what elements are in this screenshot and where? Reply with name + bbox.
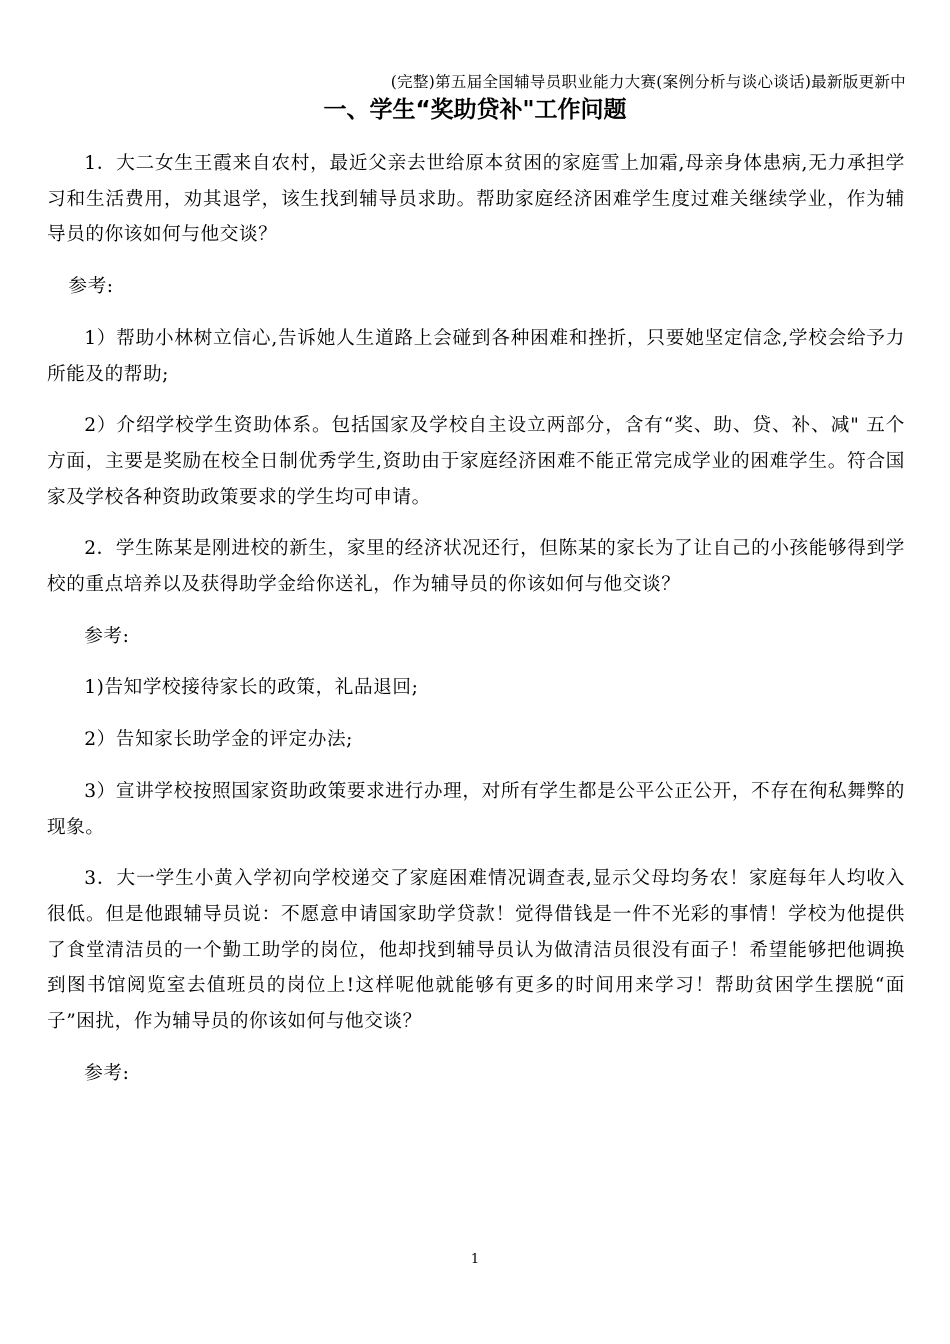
document-body — [47, 146, 905, 1107]
answer-1-point-2: 2）介绍学校学生资助体系。包括国家及学校自主设立两部分，含有“奖、助、贷、补、减" 五个方面，主要是奖励在校全日制优秀学生,资助由于家庭经济困难不能正常完成学业的困难学生。符合国家及学校各种资助政策要求的学生均可申请。 — [47, 415, 905, 508]
running-header: (完整)第五届全国辅导员职业能力大赛(案例分析与谈心谈话)最新版更新中 — [390, 73, 906, 91]
section-title: 一、学生“奖助贷补"工作问题 — [323, 97, 627, 123]
question-1: 1．大二女生王霞来自农村，最近父亲去世给原本贫困的家庭雪上加霜,母亲身体患病,无力承担学习和生活费用，劝其退学，该生找到辅导员求助。帮助家庭经济困难学生度过难关继续学业，作为辅导员的你该如何与他交谈？ — [47, 153, 905, 246]
answer-1-point-1: 1）帮助小林树立信心,告诉她人生道路上会碰到各种困难和挫折，只要她坚定信念,学校会给予力所能及的帮助; — [47, 327, 905, 385]
answer-2-point-2: 2）告知家长助学金的评定办法; — [84, 729, 354, 751]
answer-2-point-3: 3）宣讲学校按照国家资助政策要求进行办理，对所有学生都是公平公正公开，不存在徇私舞弊的现象。 — [47, 780, 905, 838]
reference-label-1: 参考: — [68, 276, 114, 298]
page-number: 1 — [470, 1252, 480, 1267]
answer-2-point-1: 1)告知学校接待家长的政策，礼品退回; — [84, 677, 419, 699]
question-2: 2．学生陈某是刚进校的新生，家里的经济状况还行，但陈某的家长为了让自己的小孩能够得到学校的重点培养以及获得助学金给你送礼，作为辅导员的你该如何与他交谈？ — [47, 538, 905, 596]
question-3: 3．大一学生小黄入学初向学校递交了家庭困难情况调查表,显示父母均务农！家庭每年人均收入很低。但是他跟辅导员说：不愿意申请国家助学贷款！觉得借钱是一件不光彩的事情！学校为他提供了食堂清洁员的一个勤工助学的岗位，他却找到辅导员认为做清洁员很没有面子！希望能够把他调换到图书馆阅览室去值班员的岗位上!这样呢他就能够有更多的时间用来学习！帮助贫困学生摆脱“面子”困扰，作为辅导员的你该如何与他交谈？ — [47, 868, 905, 1033]
reference-label-3: 参考: — [84, 1062, 130, 1084]
reference-label-2: 参考: — [84, 625, 130, 647]
